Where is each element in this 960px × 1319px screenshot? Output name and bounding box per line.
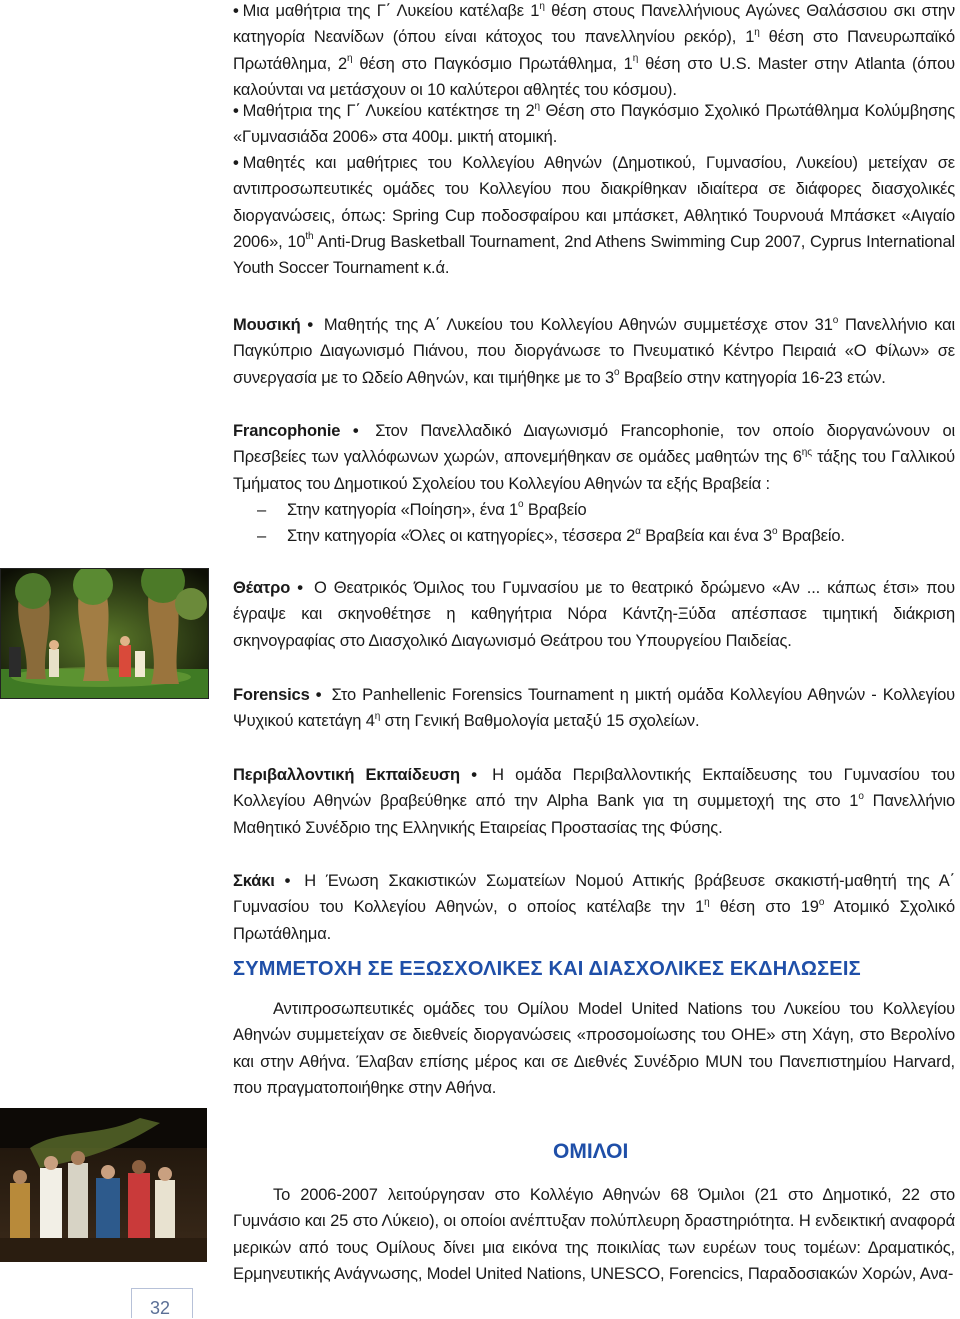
- francophonie-paragraph: Francophonie • Στον Πανελλαδικό Διαγωνισμό Francophonie, τον οποίο διοργανώνουν οι Πρεσβείες των γαλλόφωνων χωρών, απονεμήθηκαν σε ομάδες μαθητών της $6^{\eta\varsigma}$ τάξης του Γαλλικού Τμήματος του Δημοτικού Σχολείου του Κολλεγίου Αθηνών τα εξής Βραβεία : – Στην κατηγορία «Ποίηση», ένα $1^o$ Βραβείο – Στην κατηγορία «Όλες οι κατηγορίες», τέσσερα $2^\alpha$ Βραβεία και ένα $3^o$ Βραβείο.: [233, 418, 955, 549]
- events-section-title: ΣΥΜΜΕΤΟΧΗ ΣΕ ΕΞΩΣΧΟΛΙΚΕΣ ΚΑΙ ΔΙΑΣΧΟΛΙΚΕΣ ΕΚΔΗΛΩΣΕΙΣ: [233, 958, 861, 980]
- bullet-icon: •: [233, 102, 239, 120]
- dash-icon: –: [257, 500, 267, 519]
- bullet-icon: •: [307, 316, 314, 334]
- forensics-heading: Forensics: [233, 686, 310, 704]
- forensics-paragraph: Forensics • Στο Panhellenic Forensics Tournament η μικτή ομάδα Κολλεγίου Αθηνών - Κολλεγίου Ψυχικού κατετάγη $4^\eta$ στη Γενική Βαθμολογία μεταξύ 15 σχολείων.: [233, 686, 956, 731]
- music-paragraph: Μουσική • Μαθητής της Α΄ Λυκείου του Κολλεγίου Αθηνών συμμετέσχε στον $31^o$ Πανελλήνιο και Παγκύπριο Διαγωνισμό Πιάνου, που διοργάνωσε το Πνευματικό Κέντρο Πειραιά «Ο Φίλων» σε συνεργασία με το Ωδείο Αθηνών, και τιμήθηκε με το $3^o$ Βραβείο στην κατηγορία 16-23 ετών.: [233, 314, 956, 387]
- sports-item-3: • Μαθητές και μαθήτριες του Κολλεγίου Αθηνών (Δημοτικού, Γυμνασίου, Λυκείου) μετείχαν σε αντιπροσωπευτικές ομάδες του Κολλεγίου που διακρίθηκαν ιδιαίτερα σε διάφορες διασχολικές διοργανώσεις, όπως: Spring Cup ποδοσφαίρου και μπάσκετ, Αθλητικό Τουρνουά Μπάσκετ «Αιγαίο 2006», 10th Anti-Drug Basketball Tournament, 2nd Athens Swimming Cup 2007, Cyprus International Youth Soccer Tournament κ.ά.: [233, 154, 955, 278]
- sports-item-1: • Μια μαθήτρια της Γ΄ Λυκείου κατέλαβε $1^\eta$ θέση στους Πανελλήνιους Αγώνες Θαλάσσιου σκι στην κατηγορία Νεανίδων (όπου είναι κάτοχος του πανελληνίου ρεκόρ), $1^\eta$ θέση στο Πανευρωπαϊκό Πρωτάθλημα, $2^\eta$ θέση στο Παγκόσμιο Πρωτάθλημα, $1^\eta$ θέση στο U.S. Master στην Atlanta (όπου καλούνται να μετάσχουν οι 10 καλύτεροι αθλητές του κόσμου).: [233, 0, 955, 99]
- clubs-paragraph: Το 2006-2007 λειτούργησαν στο Κολλέγιο Αθηνών 68 Όμιλοι (21 στο Δημοτικό, 22 στο Γυμνάσιο και 25 στο Λύκειο), οι οποίοι ανέπτυξαν πολύπλευρη δραστηριότητα. Η ενδεικτική αναφορά μερικών από τους Ομίλους δίνει μια εικόνα της ποικιλίας των ευρέων τους τομέων: Δραματικός, Ερμηνευτικής Ανάγνωσης, Model United Nations, UNESCO, Forencics, Παραδοσιακών Χορών, Ανα-: [233, 1186, 955, 1283]
- events-paragraph: Αντιπροσωπευτικές ομάδες του Ομίλου Model United Nations του Λυκείου του Κολλεγίου Αθηνών συμμετείχαν σε διεθνείς διοργανώσεις «προσομοίωσης του ΟΗΕ» στη Χάγη, στο Βερολίνο και στην Αθήνα. Έλαβαν επίσης μέρος και σε Διεθνές Συνέδριο MUN του Πανεπιστημίου Harvard, που πραγματοποιήθηκε στην Αθήνα.: [233, 1000, 955, 1097]
- francophonie-heading: Francophonie: [233, 422, 341, 440]
- sports-item-2: • Μαθήτρια της Γ΄ Λυκείου κατέκτησε τη $2^\eta$ Θέση στο Παγκόσμιο Σχολικό Πρωτάθλημα Κολύμβησης «Γυμνασιάδα 2006» στα 400μ. μικτή ατομική.: [233, 100, 956, 147]
- theatre-paragraph: Θέατρο • Ο Θεατρικός Όμιλος του Γυμνασίου με το θεατρικό δρώμενο «Αν ... κάπως έτσι» που έγραψε και σκηνοθέτησε η καθηγήτρια Νόρα Κάντζη-Ξύδα απέσπασε τιμητική διάκριση σκηνογραφίας στο Διασχολικό Διαγωνισμό Θεάτρου του Υπουργείου Παιδείας.: [233, 579, 956, 650]
- page-number: 32: [150, 1298, 171, 1318]
- music-heading: Μουσική: [233, 316, 301, 334]
- theatre-heading: Θέατρο: [233, 579, 291, 597]
- chess-paragraph: Σκάκι • Η Ένωση Σκακιστικών Σωματείων Νομού Αττικής βράβευσε σκακιστή-μαθητή της Α΄ Γυμνασίου του Κολλεγίου Αθηνών, ο οποίος κατέλαβε την $1^\eta$ θέση στο $19^o$ Ατομικό Σχολικό Πρωτάθλημα.: [233, 872, 955, 943]
- bullet-icon: •: [284, 872, 291, 890]
- bullet-icon: •: [297, 579, 303, 597]
- award-line-1: – Στην κατηγορία «Ποίηση», ένα $1^o$ Βραβείο: [233, 497, 955, 523]
- environment-paragraph: Περιβαλλοντική Εκπαίδευση • Η ομάδα Περιβαλλοντικής Εκπαίδευσης του Γυμνασίου του Κολλεγίου Αθηνών βραβεύθηκε από την Alpha Bank για τη συμμετοχή της στο $1^o$ Πανελλήνιο Μαθητικό Συνέδριο της Ελληνικής Εταιρείας Προστασίας της Φύσης.: [233, 766, 956, 837]
- bullet-icon: •: [352, 422, 359, 440]
- bullet-icon: •: [471, 766, 477, 784]
- award-line-2: – Στην κατηγορία «Όλες οι κατηγορίες», τέσσερα $2^\alpha$ Βραβεία και ένα $3^o$ Βραβείο.: [233, 523, 955, 549]
- chess-heading: Σκάκι: [233, 872, 275, 890]
- clubs-section-title: ΟΜΙΛΟΙ: [553, 1140, 629, 1163]
- bullet-icon: •: [233, 2, 239, 20]
- environment-heading: Περιβαλλοντική Εκπαίδευση: [233, 766, 460, 784]
- dash-icon: –: [257, 527, 267, 546]
- bullet-icon: •: [315, 686, 322, 704]
- bullet-icon: •: [233, 154, 239, 172]
- theatre-photo: [0, 568, 209, 699]
- mun-photo: [0, 1108, 207, 1262]
